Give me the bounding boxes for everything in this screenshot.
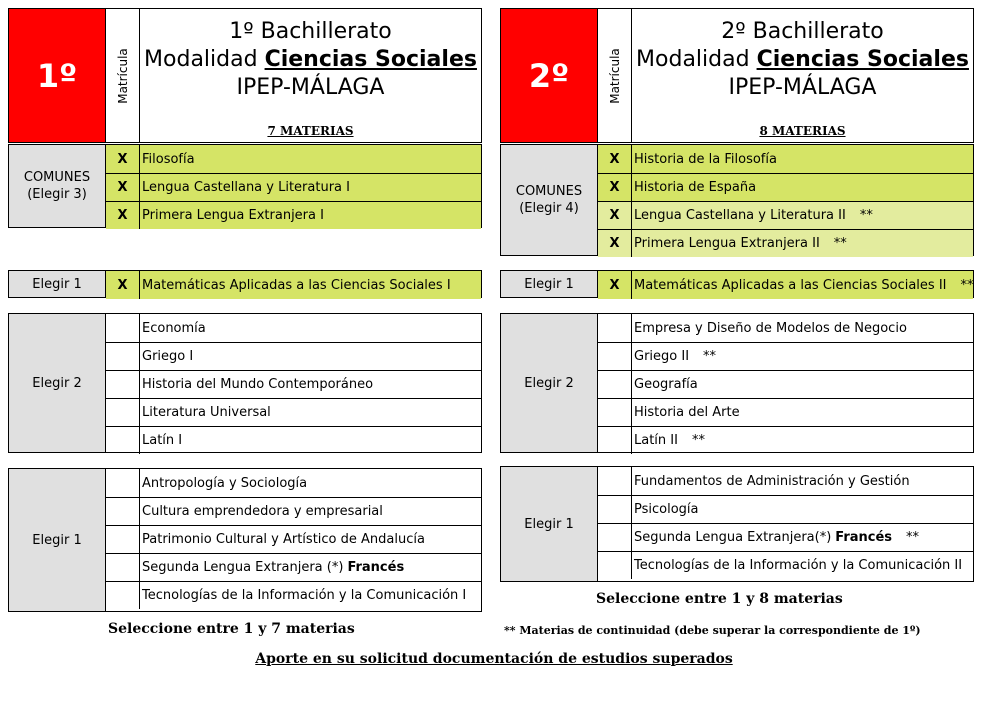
subject-cell [632,314,973,342]
enrollment-checkbox[interactable] [106,427,140,454]
continuity-marker: ** [833,236,847,251]
matricula-label: Matrícula [115,47,130,104]
subject-row [106,553,481,581]
subject-row [106,370,481,398]
title-line-3: IPEP-MÁLAGA [728,75,877,100]
subject-name: Lengua Castellana y Literatura I [142,180,350,195]
subject-name: Fundamentos de Administración y Gestión [634,473,910,489]
subject-row [598,271,973,299]
subject-name: Matemáticas Aplicadas a las Ciencias Sociales I [142,277,451,293]
enrollment-checkbox[interactable] [106,314,140,342]
enrollment-checkbox[interactable] [598,427,632,454]
continuity-note: ** Materias de continuidad (debe superar la correspondiente de 1º) [504,624,921,637]
elegir1-optional-group [500,466,974,582]
select-caption-second-year: Seleccione entre 1 y 8 materias [596,591,843,607]
group-rows [598,314,973,452]
subject-row [106,342,481,370]
enrollment-checkbox[interactable] [106,526,140,553]
subject-cell [632,174,973,201]
elegir1-math-group [8,270,482,298]
subject-cell [632,230,973,257]
subject-row [598,314,973,342]
subject-cell [632,145,973,173]
subject-row [598,467,973,495]
subject-row [598,551,973,579]
subject-cell [140,174,481,201]
subject-cell [140,469,481,497]
enrollment-checkbox[interactable] [598,552,632,579]
subject-language: Francés [835,530,893,545]
subject-name: Economía [142,320,206,336]
title-line-2 [632,46,973,74]
first-year-column [8,8,482,603]
continuity-marker: ** [691,433,705,448]
subject-cell [632,271,973,299]
enrollment-checkbox[interactable]: X [106,174,140,201]
subject-name: Tecnologías de la Información y la Comunicación I [142,588,467,603]
subject-cell [632,467,973,495]
group-rows [598,467,973,581]
enrollment-checkbox[interactable]: X [106,271,140,299]
continuity-marker: ** [703,349,717,364]
continuity-marker: ** [906,530,920,545]
subject-row [106,173,481,201]
subject-row [106,201,481,229]
title-line-2 [140,46,481,74]
enrollment-checkbox[interactable]: X [598,230,632,257]
subject-name: Tecnologías de la Información y la Comunicación II [634,558,963,573]
elegir2-group [500,313,974,453]
subject-row [598,145,973,173]
subject-row [106,525,481,553]
enrollment-checkbox[interactable] [106,469,140,497]
footer-note: Aporte en su solicitud documentación de estudios superados [255,651,733,667]
subject-cell [140,145,481,173]
select-caption-first-year: Seleccione entre 1 y 7 materias [108,621,355,637]
modalidad-name: Ciencias Sociales [264,47,477,72]
subject-cell [140,427,481,454]
modalidad-label: Modalidad [144,47,258,72]
group-label: Elegir 1 [9,271,106,297]
enrollment-checkbox[interactable]: X [598,271,632,299]
group-label: Elegir 2 [9,314,106,452]
first-year-header [8,8,482,143]
subject-name: Historia del Mundo Contemporáneo [142,377,374,392]
enrollment-checkbox[interactable] [598,524,632,551]
enrollment-checkbox[interactable]: X [598,174,632,201]
enrollment-checkbox[interactable] [106,371,140,398]
subject-row [598,342,973,370]
subject-count: 8 MATERIAS [759,124,846,138]
subject-name: Antropología y Sociología [142,475,308,491]
subject-name: Lengua Castellana y Literatura II [634,208,846,223]
year-number: 1º [9,9,106,142]
subject-row [106,398,481,426]
subject-row [598,398,973,426]
subject-row [106,145,481,173]
subject-name: Latín II [634,433,678,448]
second-year-column [500,8,974,573]
subject-cell [140,582,481,609]
title-line-3: IPEP-MÁLAGA [236,75,385,100]
elegir1-math-group [500,270,974,298]
subject-cell [140,399,481,426]
title-line-1: 2º Bachillerato [721,19,884,44]
subject-cell [140,271,481,299]
subject-language: Francés [347,560,405,575]
subject-row [598,495,973,523]
second-year-header [500,8,974,143]
group-rows [106,271,481,297]
subject-cell [140,526,481,553]
subject-name: Empresa y Diseño de Modelos de Negocio [634,320,907,336]
enrollment-checkbox[interactable]: X [598,145,632,173]
group-rows [598,271,973,297]
subject-name: Griego I [142,349,194,364]
group-rows [106,469,481,611]
subject-row [598,229,973,257]
subject-cell [632,427,973,454]
subject-row [106,581,481,609]
group-label: Elegir 2 [501,314,598,452]
enrollment-checkbox[interactable] [106,399,140,426]
subject-cell [632,524,973,551]
subject-name: Primera Lengua Extranjera I [142,208,324,223]
subject-row [598,426,973,454]
modalidad-label: Modalidad [636,47,750,72]
enrollment-checkbox[interactable] [598,467,632,495]
matricula-column-header [106,9,140,142]
enrollment-checkbox[interactable] [598,371,632,398]
subject-cell [140,498,481,525]
subject-cell [632,371,973,398]
subject-name: Psicología [634,502,699,517]
subject-row [106,314,481,342]
header-title [632,9,973,142]
subject-name: Primera Lengua Extranjera II [634,236,820,251]
subject-cell [632,343,973,370]
subject-name: Griego II [634,349,690,364]
subject-cell [140,343,481,370]
subject-cell [140,371,481,398]
header-title [140,9,481,142]
subject-name: Segunda Lengua Extranjera(*) [634,530,832,545]
matricula-column-header [598,9,632,142]
group-rows [106,145,481,227]
subject-count: 7 MATERIAS [267,124,354,138]
enrollment-checkbox[interactable] [106,498,140,525]
group-label: Elegir 1 [501,467,598,581]
comunes-group [500,144,974,256]
subject-name: Segunda Lengua Extranjera (*) [142,560,344,575]
comunes-group [8,144,482,228]
enrollment-checkbox[interactable]: X [106,145,140,173]
subject-row [106,497,481,525]
subject-name: Historia del Arte [634,405,740,420]
subject-cell [632,399,973,426]
subject-name: Geografía [634,377,698,392]
title-line-1: 1º Bachillerato [229,19,392,44]
subject-name: Historia de la Filosofía [634,151,777,167]
subject-row [598,201,973,229]
subject-row [598,173,973,201]
subject-row [598,523,973,551]
group-rows [106,314,481,452]
subject-cell [632,202,973,229]
enrollment-checkbox[interactable] [106,582,140,609]
subject-name: Cultura emprendedora y empresarial [142,504,383,519]
enrollment-checkbox[interactable] [106,343,140,370]
enrollment-checkbox[interactable] [598,496,632,523]
enrollment-checkbox[interactable] [106,554,140,581]
elegir2-group [8,313,482,453]
subject-name: Latín I [142,433,183,448]
subject-cell [140,314,481,342]
subject-row [106,426,481,454]
enrollment-checkbox[interactable] [598,343,632,370]
group-rows [598,145,973,255]
modalidad-name: Ciencias Sociales [756,47,969,72]
subject-cell [632,496,973,523]
subject-cell [140,554,481,581]
enrollment-checkbox[interactable]: X [106,202,140,229]
continuity-marker: ** [960,277,974,293]
matricula-label: Matrícula [607,47,622,104]
subject-cell [140,202,481,229]
enrollment-checkbox[interactable] [598,314,632,342]
subject-row [106,469,481,497]
group-label: Elegir 1 [501,271,598,297]
enrollment-checkbox[interactable]: X [598,202,632,229]
subject-name: Historia de España [634,180,757,195]
subject-name: Literatura Universal [142,405,271,420]
elegir1-optional-group [8,468,482,612]
subject-row [106,271,481,299]
year-number: 2º [501,9,598,142]
subject-name: Patrimonio Cultural y Artístico de Andalucía [142,532,425,547]
enrollment-checkbox[interactable] [598,399,632,426]
subject-cell [632,552,973,579]
subject-name: Filosofía [142,151,195,167]
group-label: COMUNES (Elegir 3) [9,145,106,227]
subject-name: Matemáticas Aplicadas a las Ciencias Sociales II [634,277,947,293]
group-label: Elegir 1 [9,469,106,611]
continuity-marker: ** [859,208,873,223]
group-label: COMUNES (Elegir 4) [501,145,598,255]
subject-row [598,370,973,398]
